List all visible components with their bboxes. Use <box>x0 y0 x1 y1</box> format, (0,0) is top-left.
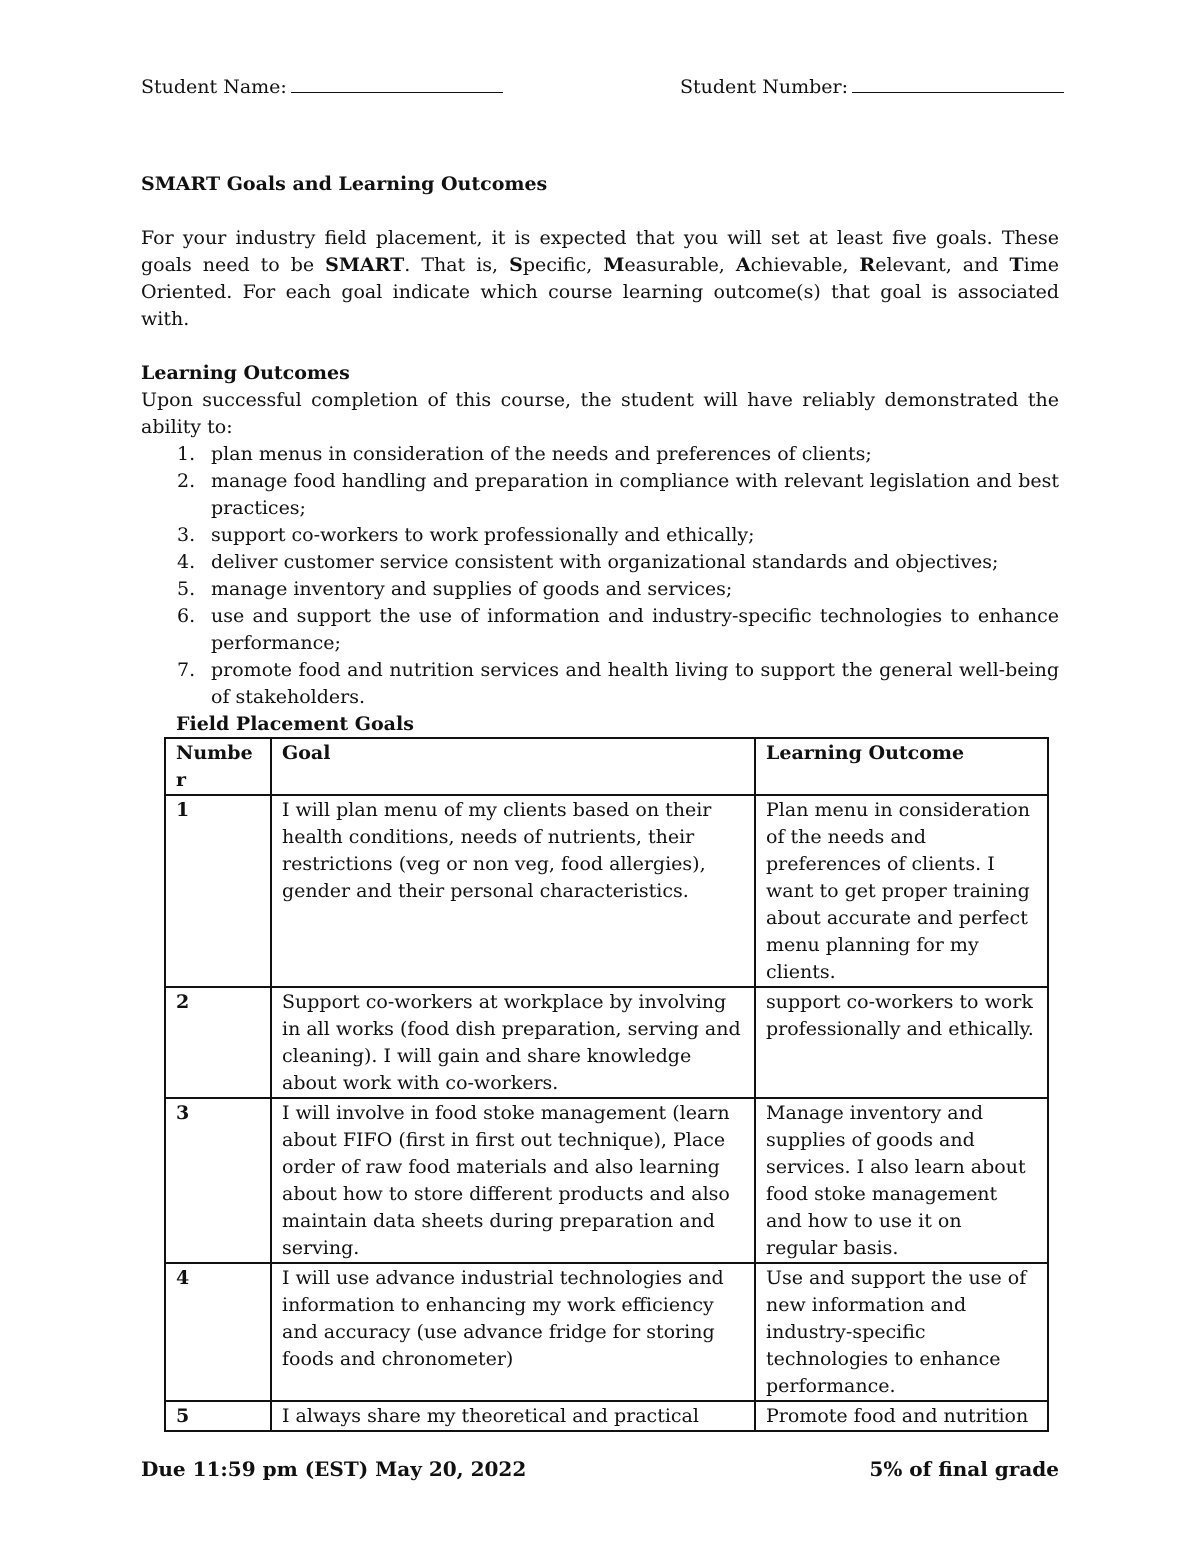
grade-weight: 5% of final grade <box>869 1457 1059 1481</box>
row-outcome: Plan menu in consideration of the needs and preferences of clients. I want to get proper training about accurate and perfect menu planning for my clients. <box>755 795 1048 987</box>
student-number-field <box>680 74 1064 101</box>
goals-table-caption: Field Placement Goals <box>176 713 414 735</box>
intro-m: M <box>603 254 625 276</box>
intro-a: A <box>735 254 751 276</box>
list-item <box>141 549 1059 576</box>
intro-achievable: chievable, <box>750 254 860 276</box>
list-item-number: 2. <box>177 470 196 492</box>
row-goal: I always share my theoretical and practical <box>271 1401 755 1431</box>
goals-table <box>164 737 1049 1432</box>
intro-relevant: elevant, and <box>875 254 1010 276</box>
list-item <box>141 522 1059 549</box>
header-number: Numbe r <box>165 738 271 795</box>
row-number: 5 <box>165 1401 271 1431</box>
list-item-text: plan menus in consideration of the needs and preferences of clients; <box>211 443 872 465</box>
list-item-text: manage inventory and supplies of goods and services; <box>211 578 733 600</box>
row-number: 3 <box>165 1098 271 1263</box>
student-number-label: Student Number: <box>680 76 848 98</box>
student-name-blank[interactable] <box>291 74 503 93</box>
list-item-text: use and support the use of information and industry-specific technologies to enhance performance; <box>211 605 1059 654</box>
intro-text-2: . That is, <box>404 254 510 276</box>
intro-text-1: For your industry field placement, it is expected that you will set at least five goals. These goals need to be <box>141 227 1059 276</box>
list-item-number: 4. <box>177 551 196 573</box>
learning-outcomes-list <box>141 441 1059 711</box>
list-item-text: promote food and nutrition services and health living to support the general well-being of stakeholders. <box>211 659 1059 708</box>
student-name-label: Student Name: <box>141 76 287 98</box>
list-item-text: support co-workers to work professionally and ethically; <box>211 524 755 546</box>
page-title: SMART Goals and Learning Outcomes <box>141 173 548 195</box>
list-item-number: 3. <box>177 524 196 546</box>
table-row <box>165 987 1048 1098</box>
table-row <box>165 1263 1048 1401</box>
student-info-header <box>141 74 1061 101</box>
row-number: 2 <box>165 987 271 1098</box>
list-item-text: deliver customer service consistent with organizational standards and objectives; <box>211 551 999 573</box>
student-number-blank[interactable] <box>852 74 1064 93</box>
row-goal: I will involve in food stoke management (learn about FIFO (first in first out technique), Place order of raw food materials and also learning about how to store different products and also maintain data sheets during preparation and serving. <box>271 1098 755 1263</box>
list-item-number: 5. <box>177 578 196 600</box>
due-date: Due 11:59 pm (EST) May 20, 2022 <box>141 1457 527 1481</box>
list-item <box>141 576 1059 603</box>
row-outcome: Manage inventory and supplies of goods and services. I also learn about food stoke management and how to use it on regular basis. <box>755 1098 1048 1263</box>
list-item <box>141 468 1059 522</box>
intro-time: ime Oriented. For each goal indicate which course learning outcome(s) that goal is associated with. <box>141 254 1059 330</box>
row-goal: I will plan menu of my clients based on their health conditions, needs of nutrients, their restrictions (veg or non veg, food allergies), gender and their personal characteristics. <box>271 795 755 987</box>
intro-smart: SMART <box>325 254 405 276</box>
intro-r: R <box>859 254 876 276</box>
table-row <box>165 1098 1048 1263</box>
row-outcome: support co-workers to work professionally and ethically. <box>755 987 1048 1098</box>
row-outcome: Promote food and nutrition <box>755 1401 1048 1431</box>
intro-paragraph <box>141 225 1059 333</box>
table-row <box>165 1401 1048 1431</box>
learning-outcomes-heading: Learning Outcomes <box>141 362 350 384</box>
list-item <box>141 441 1059 468</box>
learning-outcomes-lead: Upon successful completion of this course, the student will have reliably demonstrated the ability to: <box>141 389 1059 438</box>
row-outcome: Use and support the use of new information and industry-specific technologies to enhance performance. <box>755 1263 1048 1401</box>
main-content <box>141 171 1059 711</box>
student-name-field <box>141 74 503 101</box>
header-goal: Goal <box>271 738 755 795</box>
intro-specific: pecific, <box>522 254 604 276</box>
row-goal: Support co-workers at workplace by involving in all works (food dish preparation, serving and cleaning). I will gain and share knowledge about work with co-workers. <box>271 987 755 1098</box>
list-item <box>141 603 1059 657</box>
list-item <box>141 657 1059 711</box>
list-item-number: 1. <box>177 443 196 465</box>
list-item-number: 7. <box>177 659 196 681</box>
row-goal: I will use advance industrial technologies and information to enhancing my work efficiency and accuracy (use advance fridge for storing foods and chronometer) <box>271 1263 755 1401</box>
list-item-text: manage food handling and preparation in compliance with relevant legislation and best practices; <box>211 470 1059 519</box>
intro-measurable: easurable, <box>624 254 736 276</box>
intro-s: S <box>509 254 523 276</box>
table-row <box>165 795 1048 987</box>
table-header-row <box>165 738 1048 795</box>
intro-t: T <box>1009 254 1024 276</box>
row-number: 1 <box>165 795 271 987</box>
row-number: 4 <box>165 1263 271 1401</box>
list-item-number: 6. <box>177 605 196 627</box>
header-outcome: Learning Outcome <box>755 738 1048 795</box>
